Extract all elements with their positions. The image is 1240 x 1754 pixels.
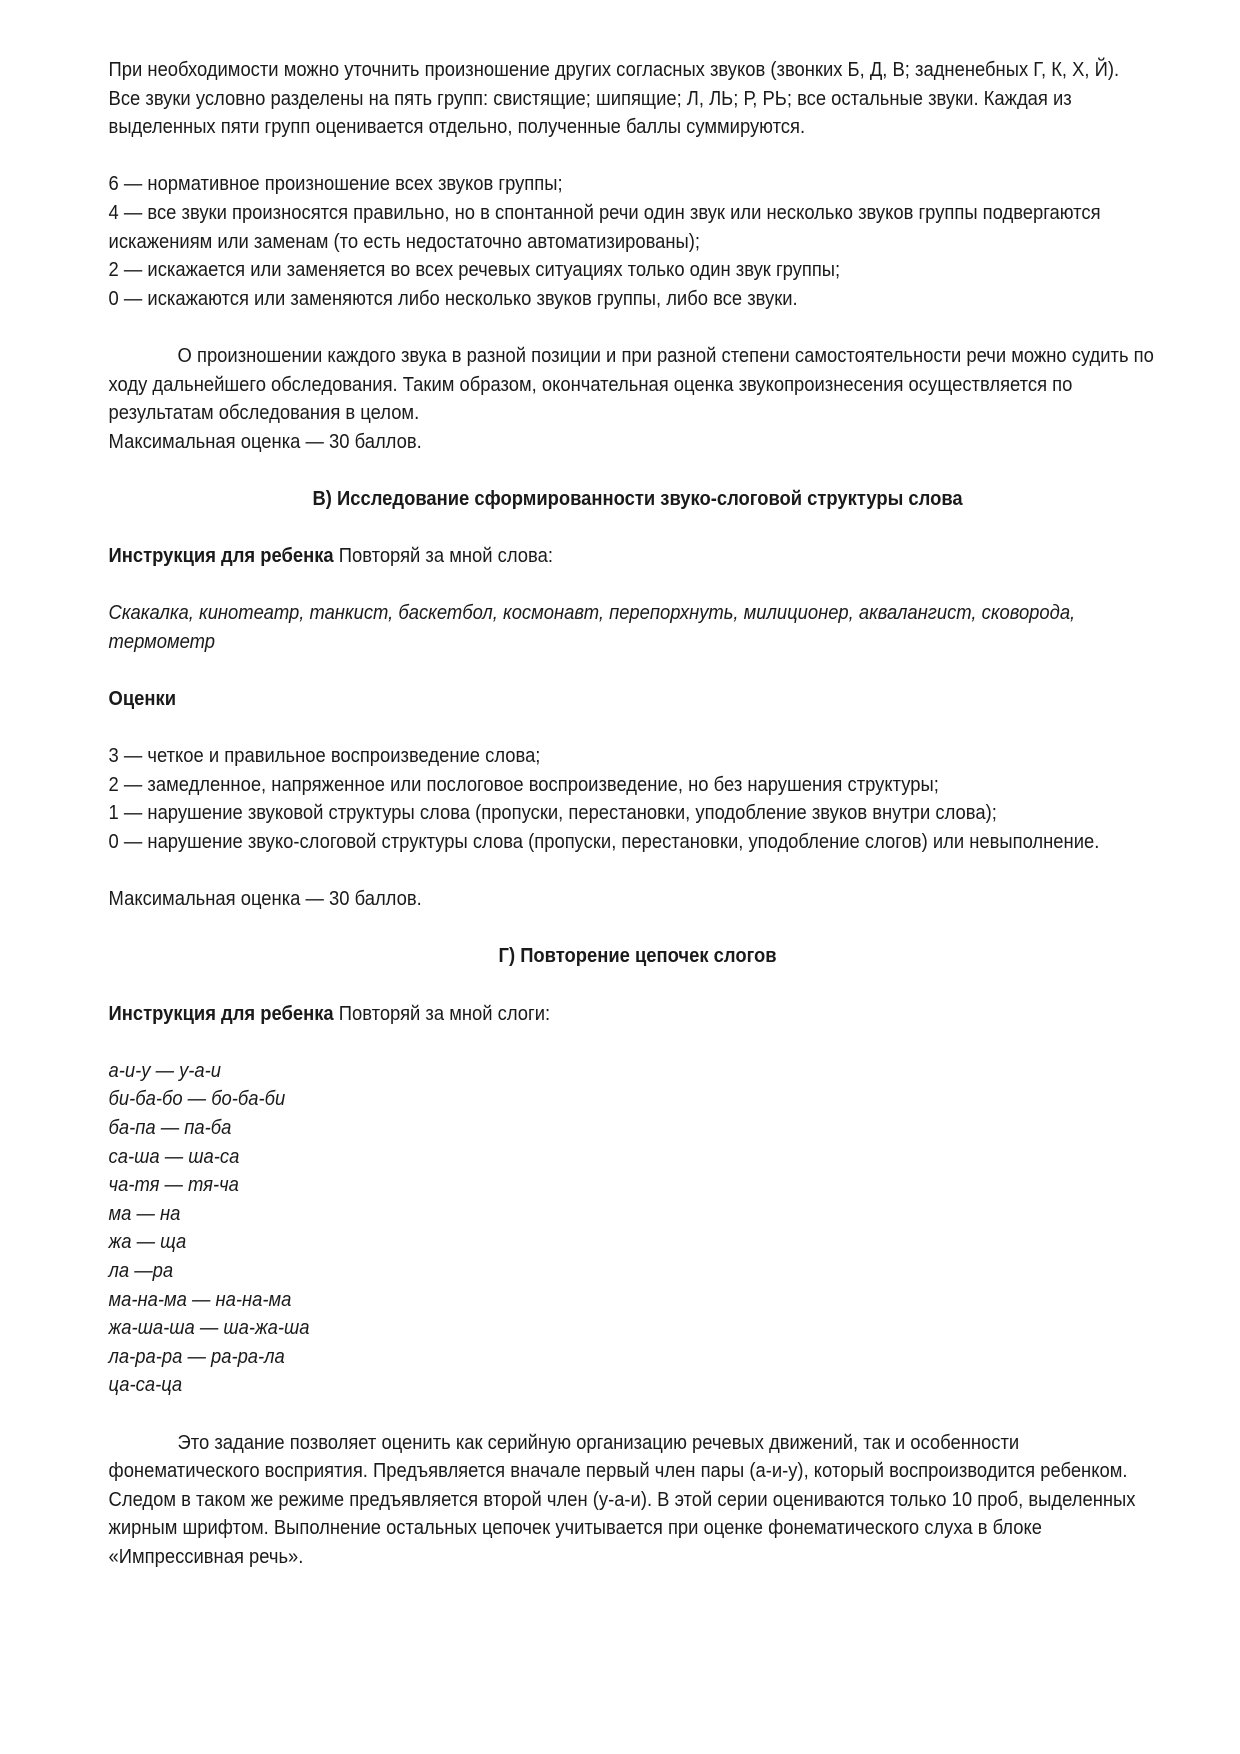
spacer	[109, 571, 1167, 600]
syllable-chain: а-и-у — у-а-и	[108, 1059, 222, 1082]
spacer	[109, 514, 1167, 543]
spacer	[109, 1400, 1167, 1429]
spacer	[109, 142, 1167, 171]
spacer	[109, 456, 1167, 485]
intro-paragraph-3: О произношении каждого звука в разной позиции и при разной степени самостоятельности речи можно судить по ходу дальнейшего обследования. Таким образом, окончательная оценка звукопроизнесения осуществляется по результатам обследования в целом.	[108, 344, 1154, 425]
document-body	[109, 56, 1167, 1571]
spacer	[109, 313, 1167, 342]
section-v-max-score: Максимальная оценка — 30 баллов.	[108, 888, 422, 911]
instruction-label: Инструкция для ребенка	[108, 1002, 334, 1025]
scores-label: Оценки	[108, 688, 177, 711]
spacer	[109, 914, 1167, 943]
grade-line: 2 — искажается или заменяется во всех речевых ситуациях только один звук группы;	[108, 259, 841, 282]
intro-paragraph-1: При необходимости можно уточнить произношение других согласных звуков (звонких Б, Д, В; задненебных Г, К, Х, Й).	[108, 59, 1120, 81]
score-line: 3 — четкое и правильное воспроизведение слова;	[108, 745, 541, 768]
section-g-heading: Г) Повторение цепочек слогов	[498, 945, 777, 968]
grade-line: 6 — нормативное произношение всех звуков группы;	[108, 173, 563, 196]
section-v-instruction	[109, 542, 1167, 571]
closing-paragraph: Это задание позволяет оценить как серийную организацию речевых движений, так и особенности фонематического восприятия. Предъявляется вначале первый член пары (а-и-у), который воспроизводится ребенком. Следом в таком же режиме предъявляется второй член (у-а-и). В этой серии оцениваются только 10 проб, выделенных жирным шрифтом. Выполнение остальных цепочек учитывается при оценке фонематического слуха в блоке «Импрессивная речь».	[108, 1431, 1136, 1568]
grade-line: 4 — все звуки произносятся правильно, но в спонтанной речи один звук или несколько звуков группы подвергаются искажениям или заменам (то есть недостаточно автоматизированы);	[108, 201, 1101, 253]
syllable-chain: ла —ра	[108, 1259, 174, 1282]
instruction-text: Повторяй за мной слоги:	[333, 1002, 551, 1025]
syllable-chain: жа — ща	[108, 1231, 187, 1254]
spacer	[109, 1028, 1167, 1057]
grade-line: 0 — искажаются или заменяются либо несколько звуков группы, либо все звуки.	[108, 287, 798, 310]
score-line: 0 — нарушение звуко-слоговой структуры слова (пропуски, перестановки, уподобление слогов) или невыполнение.	[108, 831, 1100, 854]
syllable-list	[109, 1057, 1167, 1400]
syllable-chain: би-ба-бо — бо-ба-би	[108, 1088, 286, 1111]
instruction-label: Инструкция для ребенка	[108, 545, 334, 568]
spacer	[109, 857, 1167, 886]
score-line: 2 — замедленное, напряженное или послоговое воспроизведение, но без нарушения структуры;	[108, 773, 939, 796]
score-line: 1 — нарушение звуковой структуры слова (пропуски, перестановки, уподобление звуков внутри слова);	[108, 802, 997, 825]
spacer	[109, 714, 1167, 743]
syllable-chain: ма — на	[108, 1202, 181, 1225]
syllable-chain: жа-ша-ша — ша-жа-ша	[108, 1317, 310, 1340]
spacer	[109, 971, 1167, 1000]
syllable-chain: ца-са-ца	[108, 1374, 183, 1397]
intro-paragraph-2: Все звуки условно разделены на пять групп: свистящие; шипящие; Л, ЛЬ; Р, РЬ; все остальные звуки. Каждая из выделенных пяти групп оценивается отдельно, полученные баллы суммируются.	[108, 87, 1072, 139]
syllable-chain: ла-ра-ра — ра-ра-ла	[108, 1345, 285, 1368]
scores-heading	[109, 685, 1167, 714]
section-v-heading: В) Исследование сформированности звуко-слоговой структуры слова	[312, 487, 963, 510]
syllable-chain: ма-на-ма — на-на-ма	[108, 1288, 292, 1311]
syllable-chain: ба-па — па-ба	[108, 1116, 232, 1139]
spacer	[109, 656, 1167, 685]
word-list: Скакалка, кинотеатр, танкист, баскетбол, космонавт, перепорхнуть, милиционер, аквалангист, сковорода, термометр	[108, 602, 1076, 653]
section-g-instruction	[109, 1000, 1167, 1029]
intro-max-score: Максимальная оценка — 30 баллов.	[108, 430, 422, 453]
syllable-chain: ча-тя — тя-ча	[108, 1174, 239, 1197]
syllable-chain: са-ша — ша-са	[108, 1145, 240, 1168]
instruction-text: Повторяй за мной слова:	[333, 545, 553, 568]
